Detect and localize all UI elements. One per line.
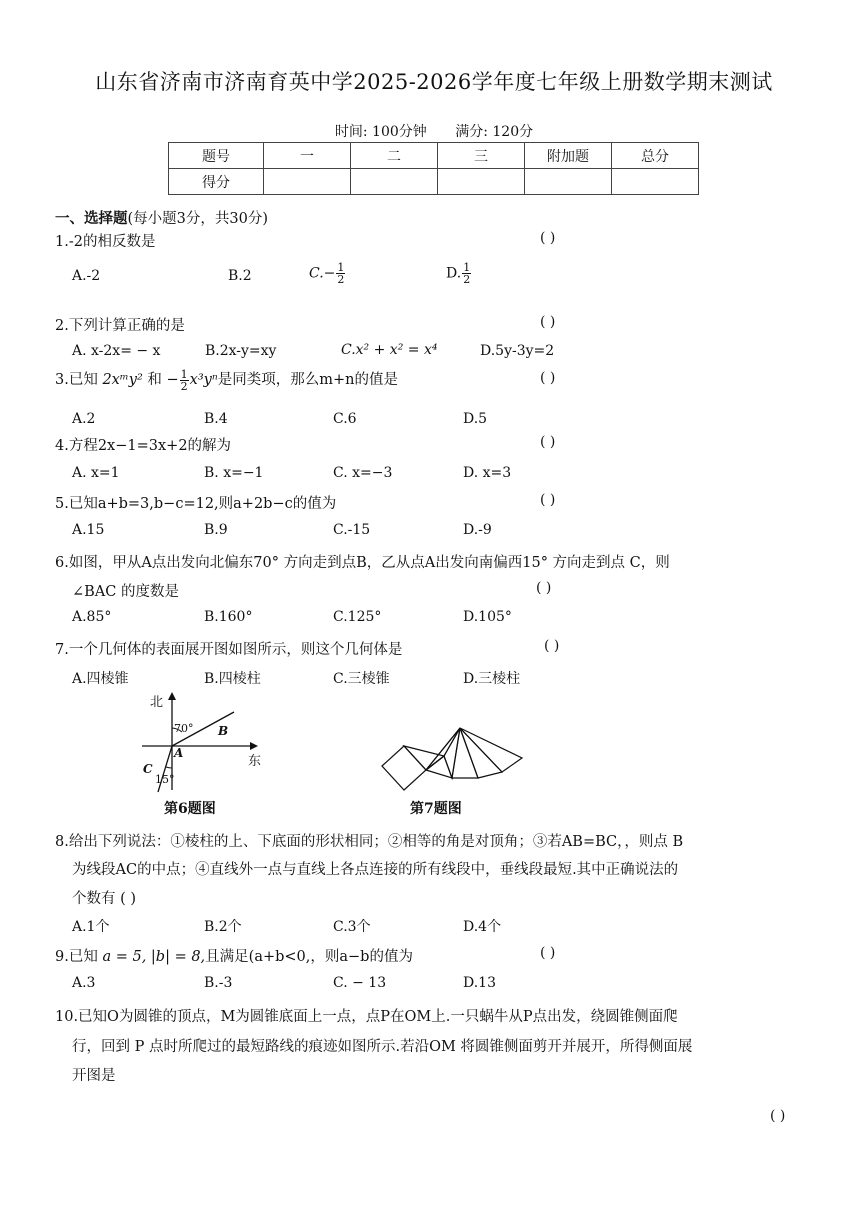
answer-paren: ( ) (544, 638, 560, 654)
score-input-cell[interactable] (438, 169, 525, 195)
net-left-square (382, 746, 426, 790)
option-d: D.105° (463, 609, 512, 625)
question-10-stem-line1: 10.已知O为圆锥的顶点，M为圆锥底面上一点，点P在OM上.一只蜗牛从P点出发，绕圆锥侧面爬 (55, 1009, 678, 1025)
exam-title: 山东省济南市济南育英中学2025-2026学年度七年级上册数学期末测试 (95, 70, 773, 94)
score-table-score-row (169, 169, 699, 195)
option-c: C.125° (333, 609, 382, 625)
option-b: B.2个 (204, 919, 242, 935)
answer-paren: ( ) (536, 580, 552, 596)
point-b-label: B (218, 724, 229, 738)
question-4-stem: 4.方程2x−1=3x+2的解为 (55, 438, 232, 454)
angle-15-label: 15° (155, 773, 175, 786)
net-triangle (460, 728, 522, 772)
exam-subtitle (0, 121, 868, 141)
score-input-cell[interactable] (525, 169, 612, 195)
option-a: A.15 (72, 522, 105, 538)
section-note: (每小题3分，共30分) (127, 211, 268, 227)
option-c: C.3个 (333, 919, 371, 935)
option-a: A.1个 (72, 919, 110, 935)
net-triangle (404, 746, 444, 770)
section-title: 一、选择题 (55, 210, 128, 227)
question-6-stem-line2: ∠BAC 的度数是 (72, 584, 179, 600)
figure-7-caption: 第7题图 (410, 801, 462, 817)
exam-time: 时间: 100分钟 (334, 124, 427, 140)
question-7-stem: 7.一个几何体的表面展开图如图所示，则这个几何体是 (55, 642, 403, 658)
angle-70-label: 70° (174, 722, 194, 735)
section-heading (55, 207, 268, 228)
question-8-stem-line1: 8.给出下列说法：①棱柱的上、下底面的形状相同；②相等的角是对顶角；③若AB=BC，，则点 B (55, 834, 684, 850)
option-b: B.9 (204, 522, 228, 538)
answer-paren: ( ) (540, 314, 556, 330)
option-a: A.85° (72, 609, 112, 625)
option-b: B.四棱柱 (204, 671, 261, 687)
option-d: D.13 (463, 975, 496, 991)
fraction: $\frac{1}{2}$ (337, 261, 345, 286)
question-6-stem-line1: 6.如图，甲从A点出发向北偏东70° 方向走到点B，乙从点A出发向南偏西15° 方向走到点 C，则 (55, 555, 670, 571)
table-cell: 总分 (612, 143, 699, 169)
option-b: B. x=−1 (204, 465, 264, 481)
table-cell: 二 (351, 143, 438, 169)
option-c: C.x² + x² = x⁴ (341, 342, 438, 358)
option-a: A.-2 (72, 268, 101, 284)
option-a: A.3 (72, 975, 96, 991)
option-a: A.2 (72, 411, 96, 427)
angle-15-arc (166, 767, 172, 768)
figure-6-caption: 第6题图 (164, 801, 216, 817)
option-d: D.-9 (463, 522, 492, 538)
question-1-stem: 1.-2的相反数是 (55, 234, 156, 250)
option-d: D.5 (463, 411, 488, 427)
option-a: A. x=1 (72, 465, 120, 481)
option-a: A.四棱锥 (72, 671, 129, 687)
fraction: $\frac{1}{2}$ (180, 367, 188, 393)
point-a-label: A (174, 746, 184, 760)
question-8-stem-line3: 个数有 ( ) (72, 891, 137, 907)
option-b: B.2x-y=xy (205, 343, 277, 359)
question-3-stem: 3.已知 2xᵐy² 和 − $\frac{1}{2}$ x³yⁿ是同类项，那么m+n的值是 (55, 367, 398, 393)
table-cell: 三 (438, 143, 525, 169)
question-2-stem: 2.下列计算正确的是 (55, 318, 185, 334)
east-label: 东 (248, 754, 262, 769)
net-triangle (460, 728, 502, 778)
option-c: C.-15 (333, 522, 371, 538)
option-b: B.-3 (204, 975, 233, 991)
table-cell: 题号 (169, 143, 264, 169)
answer-paren: ( ) (540, 370, 556, 386)
answer-paren: ( ) (770, 1108, 786, 1124)
option-c: C. − 13 (333, 975, 387, 991)
answer-paren: ( ) (540, 945, 556, 961)
table-cell: 一 (264, 143, 351, 169)
answer-paren: ( ) (540, 434, 556, 450)
score-table (168, 142, 699, 195)
fraction: $\frac{1}{2}$ (463, 261, 471, 286)
question-10-stem-line3: 开图是 (72, 1068, 116, 1084)
option-b: B.4 (204, 411, 228, 427)
option-d: D. x=3 (463, 465, 512, 481)
option-a: A. x-2x= − x (72, 343, 161, 359)
figure-7-net-diagram (378, 722, 532, 796)
question-8-stem-line2: 为线段AC的中点；④直线外一点与直线上各点连接的所有线段中，垂线段最短.其中正确说法的 (72, 862, 679, 878)
option-b: B.160° (204, 609, 253, 625)
option-c: C. x=−3 (333, 465, 393, 481)
north-arrow-icon (168, 692, 176, 700)
table-cell: 附加题 (525, 143, 612, 169)
question-9-stem: 9.已知 a = 5, |b| = 8,且满足(a+b<0,，则a−b的值为 (55, 949, 413, 965)
option-b: B.2 (228, 268, 252, 284)
score-input-cell[interactable] (351, 169, 438, 195)
option-d: D.三棱柱 (463, 671, 521, 687)
answer-paren: ( ) (540, 492, 556, 508)
answer-paren: ( ) (540, 230, 556, 246)
north-label: 北 (150, 695, 164, 710)
net-triangle (444, 728, 460, 778)
option-d: D.5y-3y=2 (480, 343, 555, 359)
east-arrow-icon (250, 742, 258, 750)
option-c: C.三棱锥 (333, 671, 390, 687)
option-c: C.6 (333, 411, 357, 427)
option-d: D.4个 (463, 919, 502, 935)
point-c-label: C (143, 762, 153, 776)
score-input-cell[interactable] (612, 169, 699, 195)
option-d: D. $\frac{1}{2}$ (446, 261, 471, 286)
exam-full-score: 满分: 120分 (455, 124, 534, 140)
question-5-stem: 5.已知a+b=3,b−c=12,则a+2b−c的值为 (55, 496, 337, 512)
score-table-header-row (169, 143, 699, 169)
score-input-cell[interactable] (264, 169, 351, 195)
table-cell: 得分 (169, 169, 264, 195)
question-10-stem-line2: 行，回到 P 点时所爬过的最短路线的痕迹如图所示.若沿OM 将圆锥侧面剪开并展开，所得侧面展 (72, 1039, 693, 1055)
option-c: C.− $\frac{1}{2}$ (309, 261, 345, 286)
